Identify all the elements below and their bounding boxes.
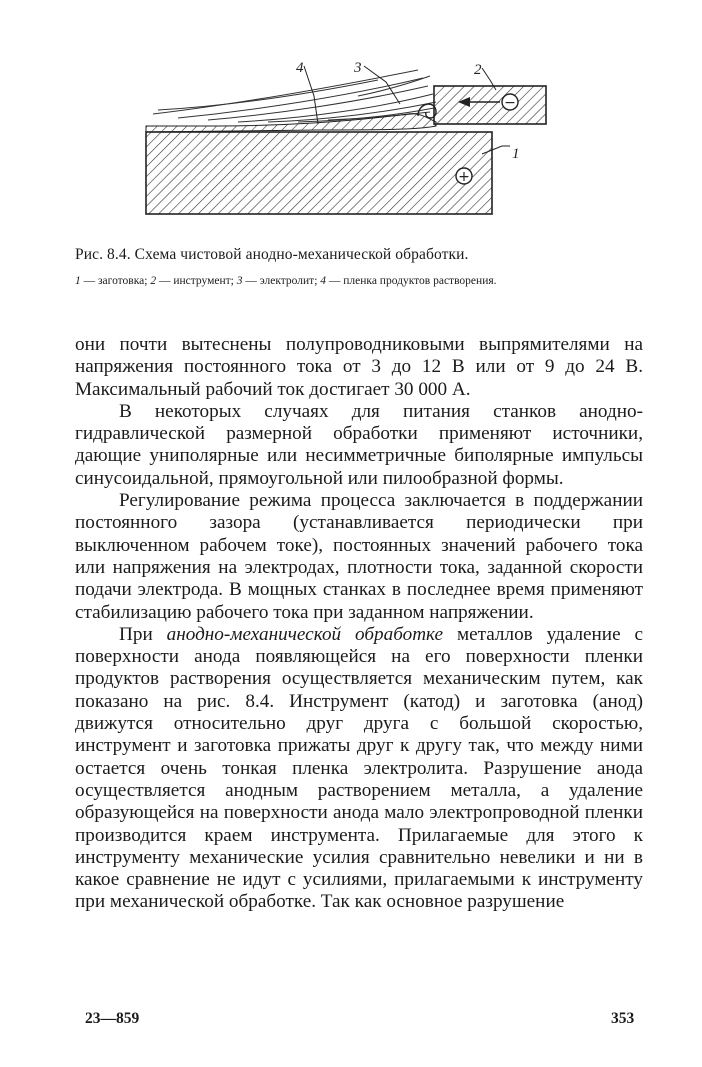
body-text: [75, 334, 643, 914]
legend-item: 1 — заготовка;: [75, 275, 151, 287]
paragraph-regulation: Регулирование режима процесса заключается в поддержании постоянного зазора (устанавливается периодически при выключенном рабочем токе), постоянных значений рабочего тока или напряжения на электродах, плотности тока, заданной скорости подачи электрода. В мощных станках в последнее время применяют стабилизацию рабочего тока при заданном напряжении.: [75, 490, 643, 623]
electrolyte-stream: [153, 70, 436, 122]
paragraph-power-sources: В некоторых случаях для питания станков анодно-гидравлической размерной обработки применяют источники, дающие униполярные или несимметричные биполярные импульсы синусоидальной, прямоугольной или пилообразной формы.: [75, 400, 643, 489]
legend-item: 2 — инструмент;: [150, 275, 237, 287]
workpiece: [146, 132, 492, 214]
paragraph-continuation: они почти вытеснены полупроводниковыми выпрямителями на напряжения постоянного тока от 3 до 12 В или от 9 до 24 В. Максимальный рабочий ток достигает 30 000 А.: [75, 334, 643, 400]
legend-item: 4 — пленка продуктов растворения.: [320, 275, 497, 287]
paragraph-anodic-mechanical: При анодно-механической обработке металлов удаление с поверхности анода появляющейся на его поверхности пленки продуктов растворения осуществляется механическим путем, как показано на рис. 8.4. Инструмент (катод) и заготовка (анод) движутся относительно друг друга с большой скоростью, инструмент и заготовка прижаты друг к другу так, что между ними остается очень тонкая пленка электролита. Разрушение анода осуществляется анодным растворением металла, а удаление образующейся на поверхности анода мало электропроводной пленки производится краем инструмента. Прилагаемые для этого к инструменту механические усилия сравнительно невелики и ни в какое сравнение не идут с усилиями, прилагаемыми к инструменту при механической обработке. Так как основное разрушение: [75, 623, 644, 913]
tool: [434, 86, 546, 124]
figure-8-4: [118, 56, 558, 226]
label-4: 4: [296, 60, 304, 76]
anodic-machining-diagram: [118, 56, 558, 226]
page-number: 353: [611, 1010, 635, 1027]
emphasis-term: анодно-механической обработке: [166, 623, 444, 645]
printer-signature: 23—859: [85, 1010, 140, 1027]
legend-item: 3 — электролит;: [236, 275, 321, 287]
cathode-sign: −: [504, 95, 516, 111]
figure-caption-title: Рис. 8.4. Схема чистовой анодно-механической обработки.: [75, 246, 469, 263]
figure-caption-legend: [75, 275, 645, 288]
label-1: 1: [512, 146, 520, 162]
label-3: 3: [354, 60, 362, 76]
label-2: 2: [474, 62, 482, 78]
anode-sign: +: [458, 169, 470, 185]
